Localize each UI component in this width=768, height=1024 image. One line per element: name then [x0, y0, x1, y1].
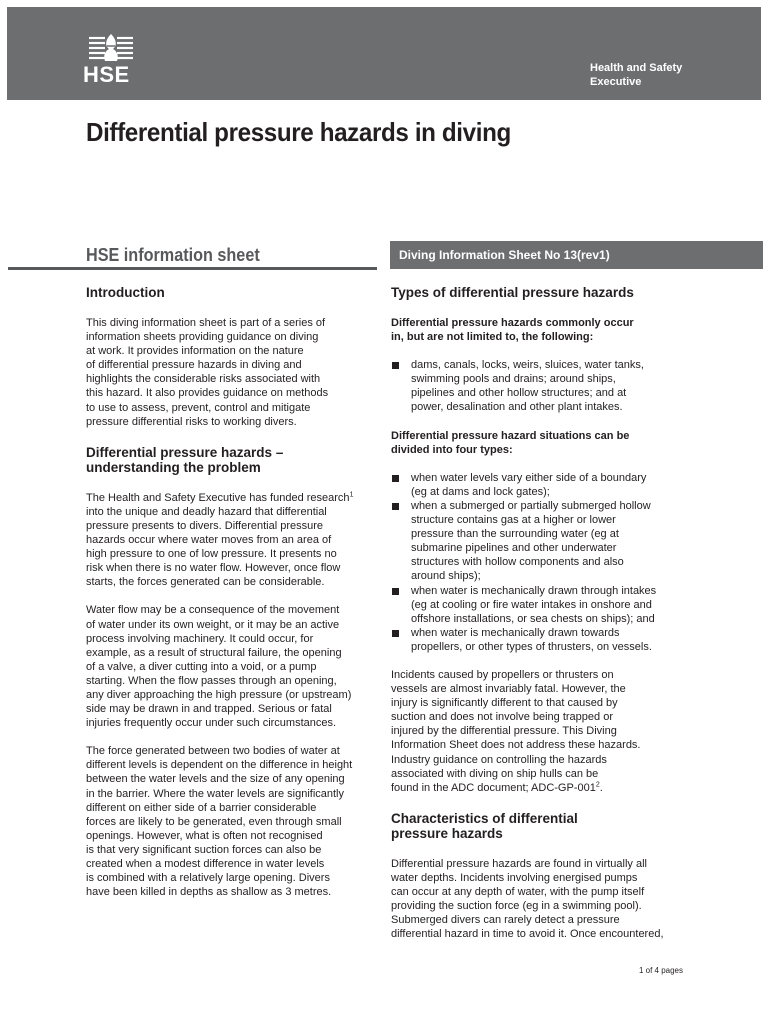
footnote-ref-2: 2	[595, 781, 600, 789]
occur-lead: Differential pressure hazards commonly occur in, but are not limited to, the following:	[391, 317, 634, 344]
sheet-number-band	[390, 241, 763, 269]
bullet-square-icon	[392, 362, 399, 369]
characteristics-text: Differential pressure hazards are found in virtually all water depths. Incidents involving energised pumps can occur at any depth of water, with the pump itself providing the suction force (eg in a swimming pool). Submerged divers can rarely detect a pressure differential hazard in time to avoid it. Once encountered,	[391, 857, 664, 941]
bullet-square-icon	[392, 588, 399, 595]
left-column	[86, 285, 386, 913]
types-heading: Types of differential pressure hazards	[391, 285, 634, 300]
sheet-number-label: Diving Information Sheet No 13(rev1)	[399, 248, 610, 262]
understanding-heading: Differential pressure hazards – understanding the problem	[86, 444, 284, 475]
bullet-square-icon	[392, 475, 399, 482]
footnote-ref-1: 1	[349, 491, 354, 499]
introduction-text: This diving information sheet is part of a series of information sheets providing guidance on diving at work. It provides information on the nature of differential pressure hazards in diving and highlights the considerable risks associated with this hazard. It also provides guidance on methods to use to assess, prevent, control and mitigate pressure differential risks to working divers.	[86, 317, 329, 428]
page-title: Differential pressure hazards in diving	[86, 117, 511, 147]
list-item: when a submerged or partially submerged hollow structure contains gas at a higher or lower pressure than the surrounding water (eg at submarine pipelines and other underwater structures with hollow components and also around ships);	[391, 499, 691, 584]
crown-emblem-icon	[83, 32, 139, 64]
section-divider	[8, 267, 377, 270]
propeller-paragraph	[391, 668, 691, 795]
bullet-square-icon	[392, 503, 399, 510]
force-paragraph: The force generated between two bodies of water at different levels is dependent on the difference in height between the water levels and the size of any opening in the barrier. Where the water levels are significantly different on either side of a barrier considerable forces are likely to be generated, even through small openings. However, what is often not recognised is that very significant suction forces can also be created when a modest difference in water levels is combined with a relatively large opening. Divers have been killed in depths as shallow as 3 metres.	[86, 745, 353, 899]
bullet-square-icon	[392, 630, 399, 637]
occur-list	[391, 358, 691, 414]
right-column	[391, 285, 691, 955]
situations-list	[391, 471, 691, 654]
research-text-end: into the unique and deadly hazard that differential pressure presents to divers. Differential pressure hazards occur where water moves from an area of high pressure to one of low pressure. It presents no risk when there is no water flow. However, once flow starts, the forces generated can be considerable.	[86, 505, 341, 589]
list-item: when water levels vary either side of a boundary (eg at dams and lock gates);	[391, 471, 691, 499]
page-number: 1 of 4 pages	[638, 966, 683, 975]
water-flow-paragraph: Water flow may be a consequence of the movement of water under its own weight, or it may be an active process involving machinery. It could occur, for example, as a result of structural failure, the opening of a valve, a diver cutting into a void, or a pump starting. When the flow passes through an opening, any diver approaching the high pressure (or upstream) side may be drawn in and trapped. Serious or fatal injuries frequently occur under such circumstances.	[86, 604, 352, 730]
propeller-text: Incidents caused by propellers or thrusters on vessels are almost invariably fatal. However, the injury is significantly different to that caused by suction and does not involve being trapped or injured by the differential pressure. This Diving Information Sheet does not address these hazards. Industry guidance on controlling the hazards associated with diving on ship hulls can be found in the ADC document; ADC-GP-001	[391, 668, 641, 794]
info-sheet-label: HSE information sheet	[86, 245, 260, 265]
characteristics-heading: Characteristics of differential pressure hazards	[391, 810, 578, 841]
propeller-text-end: .	[599, 781, 603, 794]
organisation-name: Health and Safety Executive	[590, 62, 683, 88]
list-item: dams, canals, locks, weirs, sluices, water tanks, swimming pools and drains; around ships, pipelines and other hollow structures; and at power, desalination and other plant intakes.	[391, 358, 691, 414]
list-item: when water is mechanically drawn through intakes (eg at cooling or fire water intakes in onshore and offshore installations, or sea chests on ships); and	[391, 584, 691, 626]
situations-lead: Differential pressure hazard situations can be divided into four types:	[391, 429, 630, 456]
research-paragraph	[86, 491, 386, 590]
list-item: when water is mechanically drawn towards propellers, or other types of thrusters, on vessels.	[391, 626, 691, 654]
research-text-start: The Health and Safety Executive has funded research	[86, 491, 350, 504]
header-band	[7, 7, 761, 100]
introduction-heading: Introduction	[86, 285, 165, 300]
hse-logo	[83, 32, 139, 92]
logo-text: HSE	[83, 62, 130, 87]
